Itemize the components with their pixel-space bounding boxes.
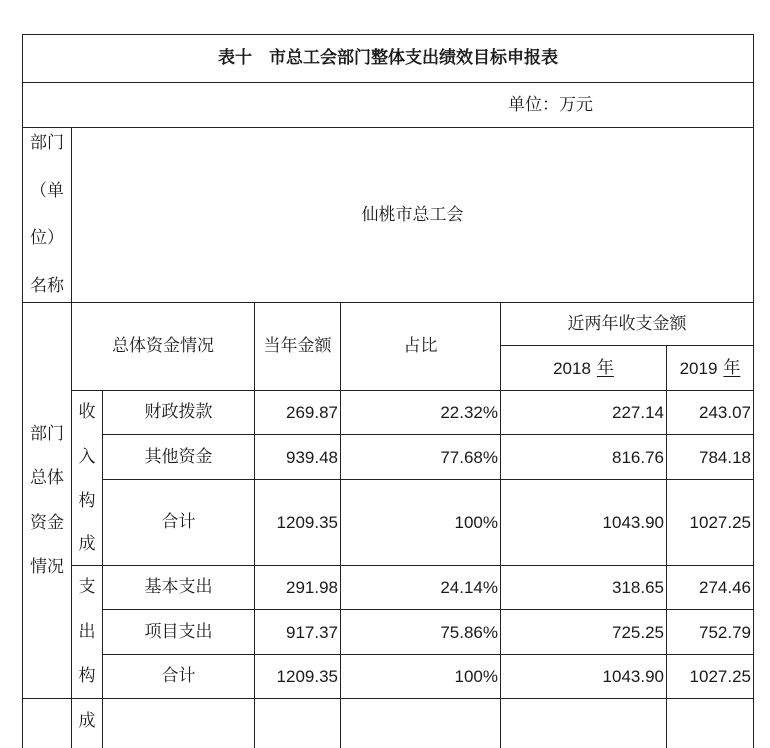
- dept-label-line: 名称: [30, 275, 64, 296]
- funds-label-line: 资金: [30, 512, 64, 533]
- header-overall: 总体资金情况: [112, 336, 214, 356]
- year-value: 2019: [679, 358, 718, 378]
- funds-label-line: 总体: [30, 468, 64, 489]
- row-ratio: 75.86%: [440, 622, 498, 642]
- year-value: 2018: [553, 358, 591, 378]
- row-name: 其他资金: [144, 446, 213, 467]
- row-2019: 752.79: [699, 622, 751, 642]
- row-ratio: 100%: [454, 667, 498, 686]
- row-ratio: 100%: [454, 513, 498, 532]
- dept-name: 仙桃市总工会: [361, 204, 464, 225]
- row-ratio: 77.68%: [440, 447, 498, 467]
- header-ratio: 占比: [403, 336, 438, 356]
- table-title: 表十 市总工会部门整体支出绩效目标申报表: [218, 48, 558, 68]
- row-2019: 1027.25: [689, 667, 751, 686]
- row-name: 基本支出: [144, 577, 213, 597]
- year-unit: 年: [596, 357, 614, 378]
- row-amount: 917.37: [286, 622, 338, 642]
- row-name-total: 合计: [161, 512, 196, 532]
- income-label-char: 构: [78, 491, 96, 511]
- expense-label-char: 支: [78, 577, 96, 597]
- row-2019: 243.07: [699, 403, 751, 422]
- row-amount: 1209.35: [276, 513, 338, 532]
- row-2018: 1043.90: [602, 667, 664, 686]
- row-amount: 291.98: [286, 578, 338, 597]
- row-2019: 784.18: [699, 447, 751, 467]
- row-2019: 1027.25: [689, 513, 751, 532]
- funds-label-line: 情况: [30, 556, 64, 577]
- dept-label-line: （单: [30, 180, 64, 201]
- row-amount: 939.48: [286, 447, 338, 467]
- row-2018: 816.76: [612, 447, 664, 467]
- row-amount: 269.87: [286, 403, 338, 422]
- row-name-total: 合计: [161, 666, 196, 686]
- unit-label: 单位：万元: [508, 94, 593, 115]
- row-2018: 1043.90: [602, 513, 664, 532]
- dept-label-line: 部门: [30, 133, 64, 153]
- header-year-2018: [501, 346, 666, 390]
- row-name: 项目支出: [144, 621, 213, 642]
- expense-label-char: 成: [78, 711, 96, 731]
- row-ratio: 22.32%: [440, 403, 498, 422]
- income-label-char: 成: [78, 533, 96, 554]
- row-2018: 227.14: [612, 403, 664, 422]
- dept-label-line: 位）: [30, 228, 64, 249]
- header-current-amount: 当年金额: [263, 336, 332, 356]
- row-2019: 274.46: [699, 578, 751, 597]
- funds-section-label: [23, 426, 71, 576]
- funds-label-line: 部门: [30, 424, 64, 444]
- header-recent-two-years: 近两年收支金额: [567, 313, 687, 334]
- row-2018: 318.65: [612, 578, 664, 597]
- header-year-2019: [667, 346, 753, 390]
- row-ratio: 24.14%: [440, 578, 498, 597]
- row-2018: 725.25: [612, 622, 664, 642]
- expense-label-char: 构: [78, 666, 96, 686]
- year-unit: 年: [723, 357, 741, 378]
- income-label-char: 入: [78, 446, 96, 467]
- dept-label: [23, 135, 71, 295]
- income-label-char: 收: [78, 402, 96, 422]
- row-amount: 1209.35: [276, 667, 338, 686]
- expense-label-char: 出: [78, 621, 96, 642]
- row-name: 财政拨款: [144, 402, 213, 422]
